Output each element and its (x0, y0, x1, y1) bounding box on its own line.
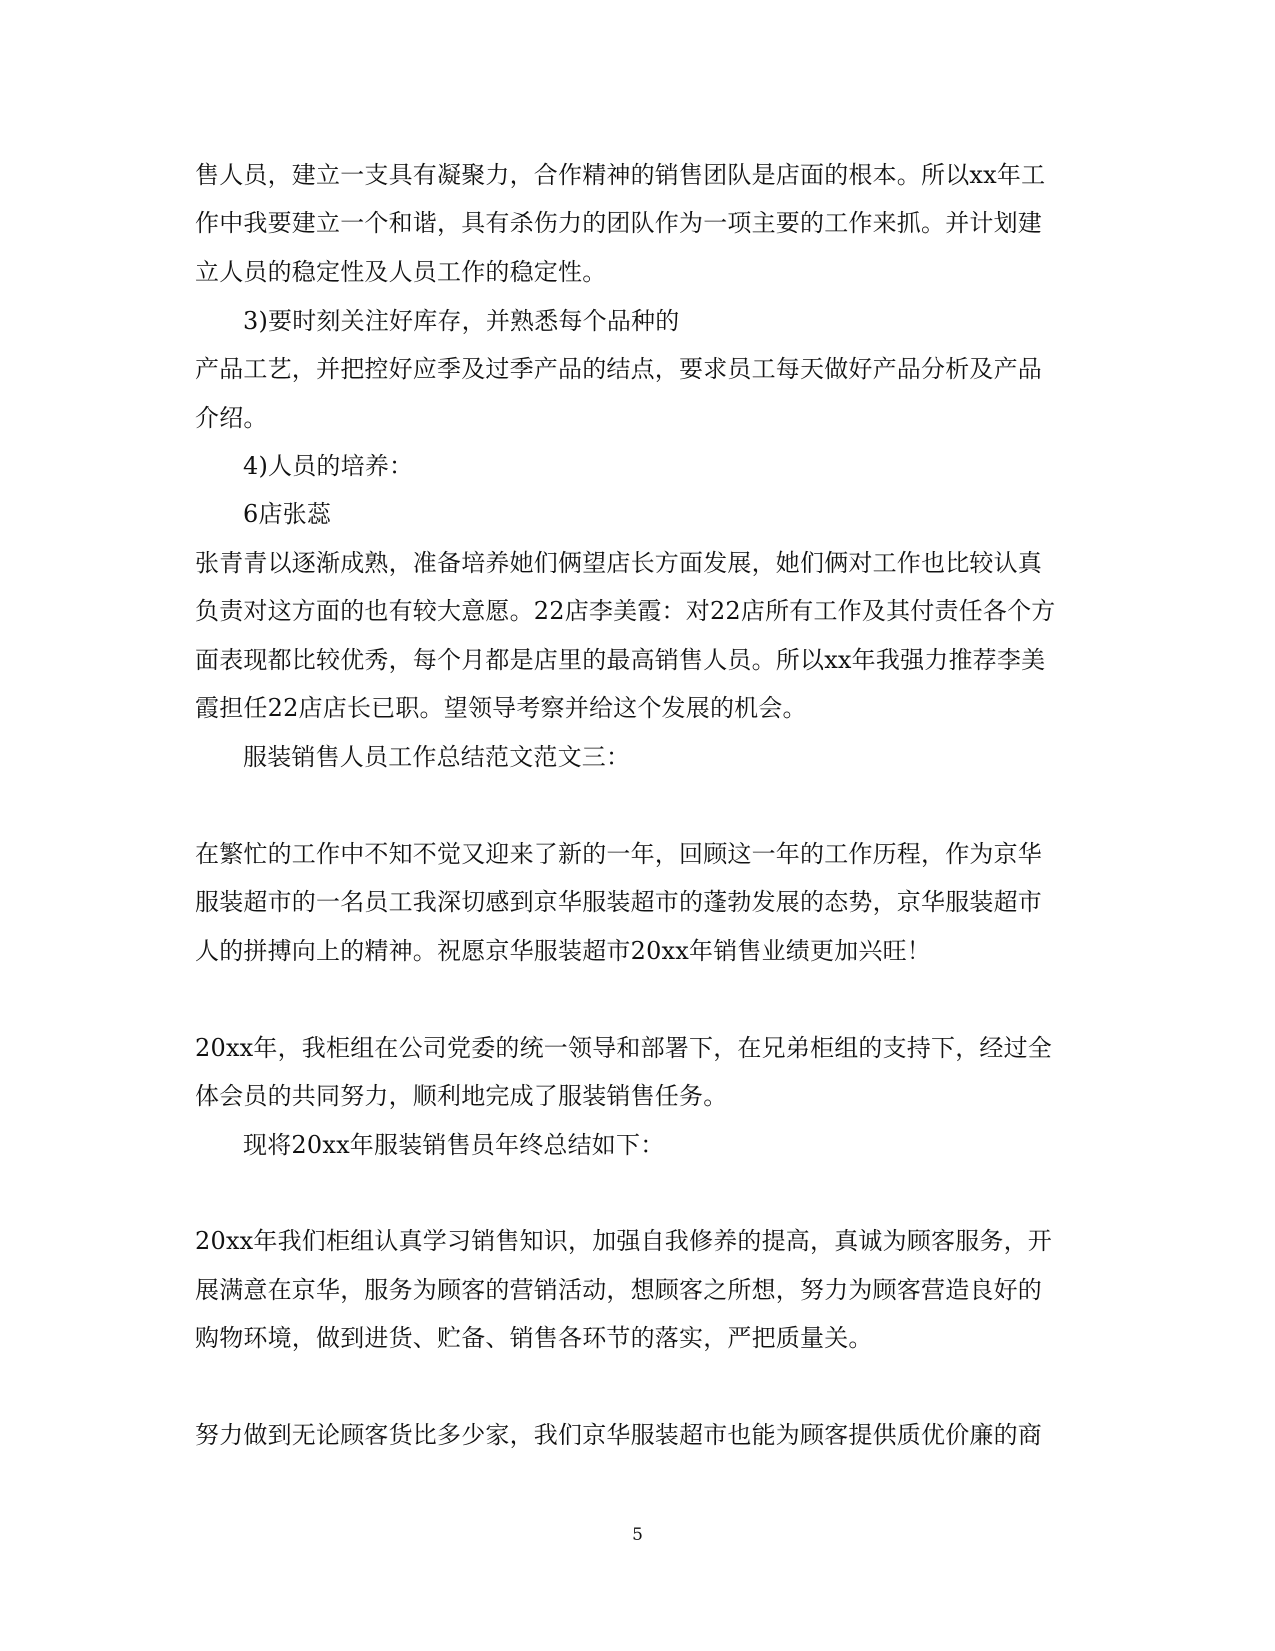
text-line: 20xx年我们柜组认真学习销售知识，加强自我修养的提高，真诚为顾客服务，开 (195, 1227, 1053, 1255)
text-line: 服装超市的一名员工我深切感到京华服装超市的蓬勃发展的态势，京华服装超市 (195, 888, 1042, 916)
text-line: 20xx年，我柜组在公司党委的统一领导和部署下，在兄弟柜组的支持下，经过全 (195, 1034, 1053, 1062)
text-line: 人的拼搏向上的精神。祝愿京华服装超市20xx年销售业绩更加兴旺！ (195, 937, 932, 965)
text-line: 在繁忙的工作中不知不觉又迎来了新的一年，回顾这一年的工作历程，作为京华 (195, 840, 1042, 868)
page-number: 5 (632, 1525, 643, 1545)
text-line: 霞担任22店店长已职。望领导考察并给这个发展的机会。 (195, 694, 807, 722)
text-line: 现将20xx年服装销售员年终总结如下： (243, 1131, 665, 1159)
text-line: 体会员的共同努力，顺利地完成了服装销售任务。 (195, 1082, 728, 1110)
text-line: 面表现都比较优秀，每个月都是店里的最高销售人员。所以xx年我强力推荐李美 (195, 646, 1046, 674)
text-line: 产品工艺，并把控好应季及过季产品的结点，要求员工每天做好产品分析及产品 (195, 355, 1042, 383)
text-line: 展满意在京华，服务为顾客的营销活动，想顾客之所想，努力为顾客营造良好的 (195, 1276, 1042, 1304)
text-line: 张青青以逐渐成熟，准备培养她们俩望店长方面发展，她们俩对工作也比较认真 (195, 549, 1042, 577)
text-line: 6店张蕊 (243, 500, 332, 528)
text-line: 介绍。 (195, 404, 268, 432)
text-line: 作中我要建立一个和谐，具有杀伤力的团队作为一项主要的工作来抓。并计划建 (195, 209, 1042, 237)
text-line: 购物环境，做到进货、贮备、销售各环节的落实，严把质量关。 (195, 1324, 873, 1352)
text-line: 努力做到无论顾客货比多少家，我们京华服装超市也能为顾客提供质优价廉的商 (195, 1421, 1042, 1449)
text-line: 立人员的稳定性及人员工作的稳定性。 (195, 258, 607, 286)
text-line: 3)要时刻关注好库存，并熟悉每个品种的 (243, 307, 680, 335)
text-line: 服装销售人员工作总结范文范文三： (243, 743, 631, 771)
text-line: 售人员，建立一支具有凝聚力，合作精神的销售团队是店面的根本。所以xx年工 (195, 161, 1046, 189)
text-line: 负责对这方面的也有较大意愿。22店李美霞：对22店所有工作及其付责任各个方 (195, 597, 1056, 625)
text-line: 4)人员的培养： (243, 452, 414, 480)
